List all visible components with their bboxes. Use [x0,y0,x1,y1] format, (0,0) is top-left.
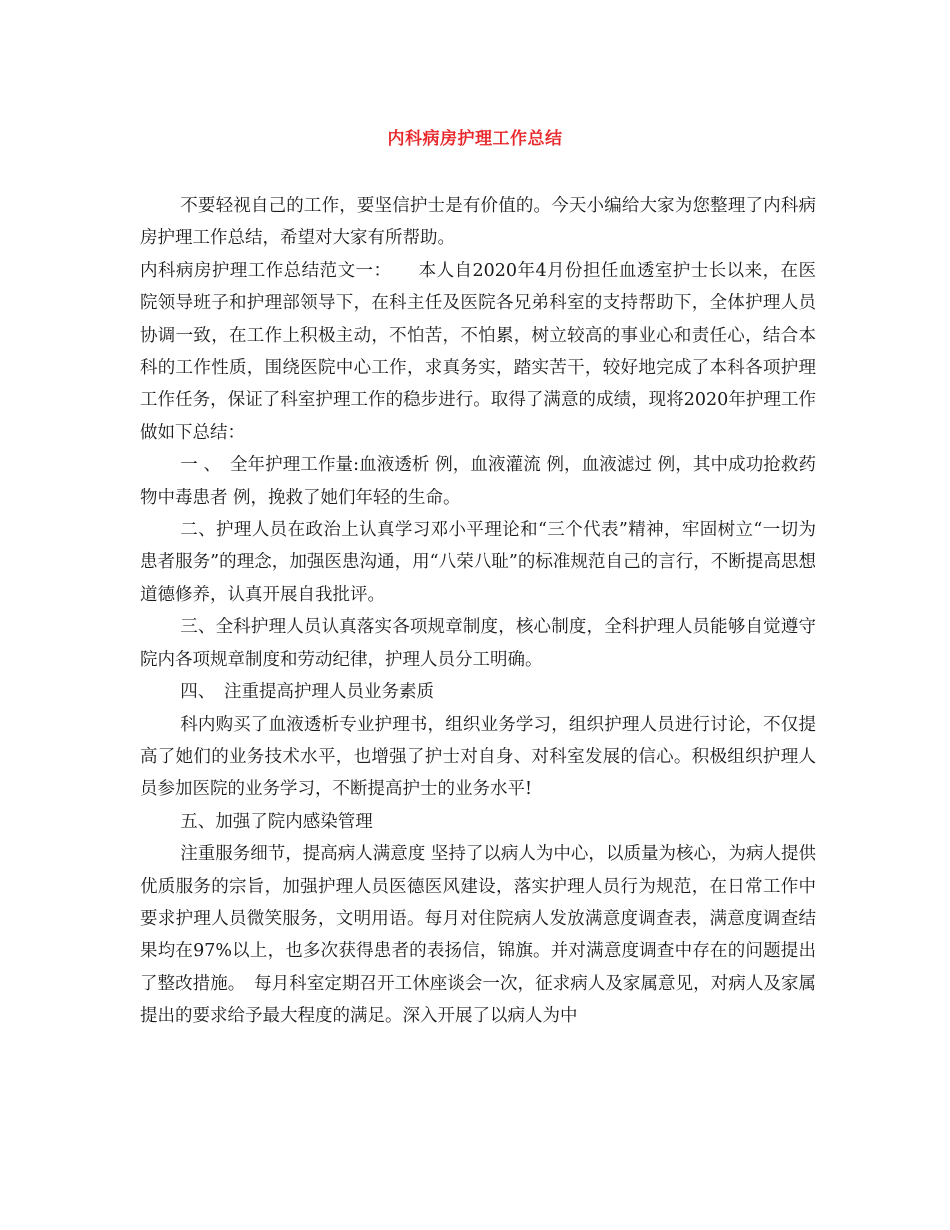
intro-paragraph: 不要轻视自己的工作，要坚信护士是有价值的。今天小编给大家为您整理了内科病房护理工作总结，希望对大家有所帮助。 [140,196,816,249]
section-three-paragraph: 三、全科护理人员认真落实各项规章制度，核心制度，全科护理人员能够自觉遵守院内各项规章制度和劳动纪律，护理人员分工明确。 [140,617,816,670]
sample-one-paragraph: 内科病房护理工作总结范文一： 本人自2020年4月份担任血透室护士长以来，在医院领导班子和护理部领导下，在科主任及医院各兄弟科室的支持帮助下，全体护理人员协调一致，在工作上积极主动，不怕苦，不怕累，树立较高的事业心和责任心，结合本科的工作性质，围绕医院中心工作，求真务实，踏实苦干，较好地完成了本科各项护理工作任务，保证了科室护理工作的稳步进行。取得了满意的成绩，现将2020年护理工作做如下总结： [140,260,816,443]
section-four-paragraph: 科内购买了血液透析专业护理书，组织业务学习，组织护理人员进行讨论，不仅提高了她们的业务技术水平，也增强了护士对自身、对科室发展的信心。积极组织护理人员参加医院的业务学习，不断提高护士的业务水平! [140,714,816,800]
document-title: 内科病房护理工作总结 [387,129,563,149]
document-body [140,190,816,1033]
section-four-heading: 四、 注重提高护理人员业务素质 [180,682,434,703]
section-one-paragraph: 一 、 全年护理工作量:血液透析 例，血液灌流 例，血液滤过 例，其中成功抢救药物中毒患者 例，挽救了她们年轻的生命。 [140,455,816,508]
section-two-paragraph: 二、护理人员在政治上认真学习邓小平理论和“三个代表”精神，牢固树立“一切为患者服务”的理念，加强医患沟通，用“八荣八耻”的标准规范自己的言行，不断提高思想道德修养，认真开展自我批评。 [140,520,816,605]
section-five-heading: 五、加强了院内感染管理 [180,811,373,832]
section-five-paragraph: 注重服务细节，提高病人满意度 坚持了以病人为中心，以质量为核心，为病人提供优质服务的宗旨，加强护理人员医德医风建设，落实护理人员行为规范，在日常工作中要求护理人员微笑服务，文明用语。每月对住院病人发放满意度调查表，满意度调查结果均在97%以上，也多次获得患者的表扬信，锦旗。并对满意度调查中存在的问题提出了整改措施。 每月科室定期召开工休座谈会一次，征求病人及家属意见，对病人及家属提出的要求给予最大程度的满足。深入开展了以病人为中 [140,844,816,1027]
